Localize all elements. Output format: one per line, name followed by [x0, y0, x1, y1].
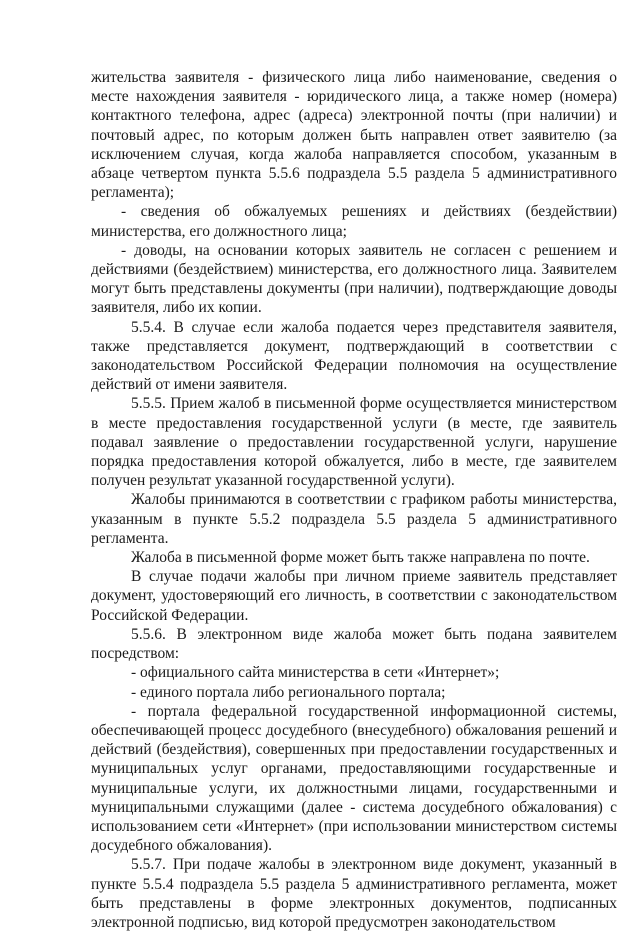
paragraph-5-5-6: 5.5.6. В электронном виде жалоба может быть подана заявителем посредством: [91, 625, 617, 663]
list-item-unified-portal: - единого портала либо регионального портала; [131, 683, 446, 701]
paragraph-arguments: - доводы, на основании которых заявитель не согласен с решением и действиями (бездействием) министерства, его должностного лица. Заявителем могут быть представлены документы (при наличии), подтверждающие доводы заявителя, либо их копии. [91, 241, 617, 317]
paragraph-5-5-5: 5.5.5. Прием жалоб в письменной форме осуществляется министерством в месте предоставления государственной услуги (в месте, где заявитель подавал заявление о предоставлении государственной услуги, нарушение порядка предоставления которой обжалуется, либо в месте, где заявителем получен результат указанной государственной услуги). [91, 395, 617, 490]
paragraph-5-5-7: 5.5.7. При подаче жалобы в электронном виде документ, указанный в пункте 5.5.4 подраздела 5.5 раздела 5 административного регламента, может быть представлены в форме электронных документов, подписанных электронной подписью, вид которой предусмотрен законодательством [91, 856, 617, 931]
list-item-ministry-site: - официального сайта министерства в сети «Интернет»; [131, 664, 500, 682]
paragraph-5-5-4: 5.5.4. В случае если жалоба подается через представителя заявителя, также представляется документ, подтверждающий в соответствии с законодательством Российской Федерации полномочия на осуществление действий от имени заявителя. [91, 318, 617, 394]
paragraph-mail: Жалоба в письменной форме может быть также направлена по почте. [131, 549, 590, 567]
paragraph-personal-reception: В случае подачи жалобы при личном приеме заявитель представляет документ, удостоверяющий его личность, в соответствии с законодательством Российской Федерации. [91, 568, 617, 624]
list-item-federal-portal: - портала федеральной государственной информационной системы, обеспечивающей процесс досудебного (внесудебного) обжалования решений и действий (бездействия), совершенных при предоставлении государственных и муниципальных услуг органами, предоставляющими государственные и муниципальные услуги, их должностными лицами, государственными и муниципальными служащими (далее - система досудебного обжалования) с использованием сети «Интернет» (при использовании министерством системы досудебного обжалования). [91, 702, 617, 855]
paragraph-contested-decisions: - сведения об обжалуемых решениях и действиях (бездействии) министерства, его должностного лица; [91, 203, 617, 240]
paragraph-applicant-address: жительства заявителя - физического лица либо наименование, сведения о месте нахождения заявителя - юридического лица, а также номер (номера) контактного телефона, адрес (адреса) электронной почты (при наличии) и почтовый адрес, по которым должен быть направлен ответ заявителю (за исключением случая, когда жалоба направляется способом, указанным в абзаце четвертом пункта 5.5.6 подраздела 5.5 раздела 5 административного регламента); [91, 69, 617, 202]
paragraph-schedule: Жалобы принимаются в соответствии с графиком работы министерства, указанным в пункте 5.5.2 подраздела 5.5 раздела 5 административного регламента. [91, 491, 617, 547]
